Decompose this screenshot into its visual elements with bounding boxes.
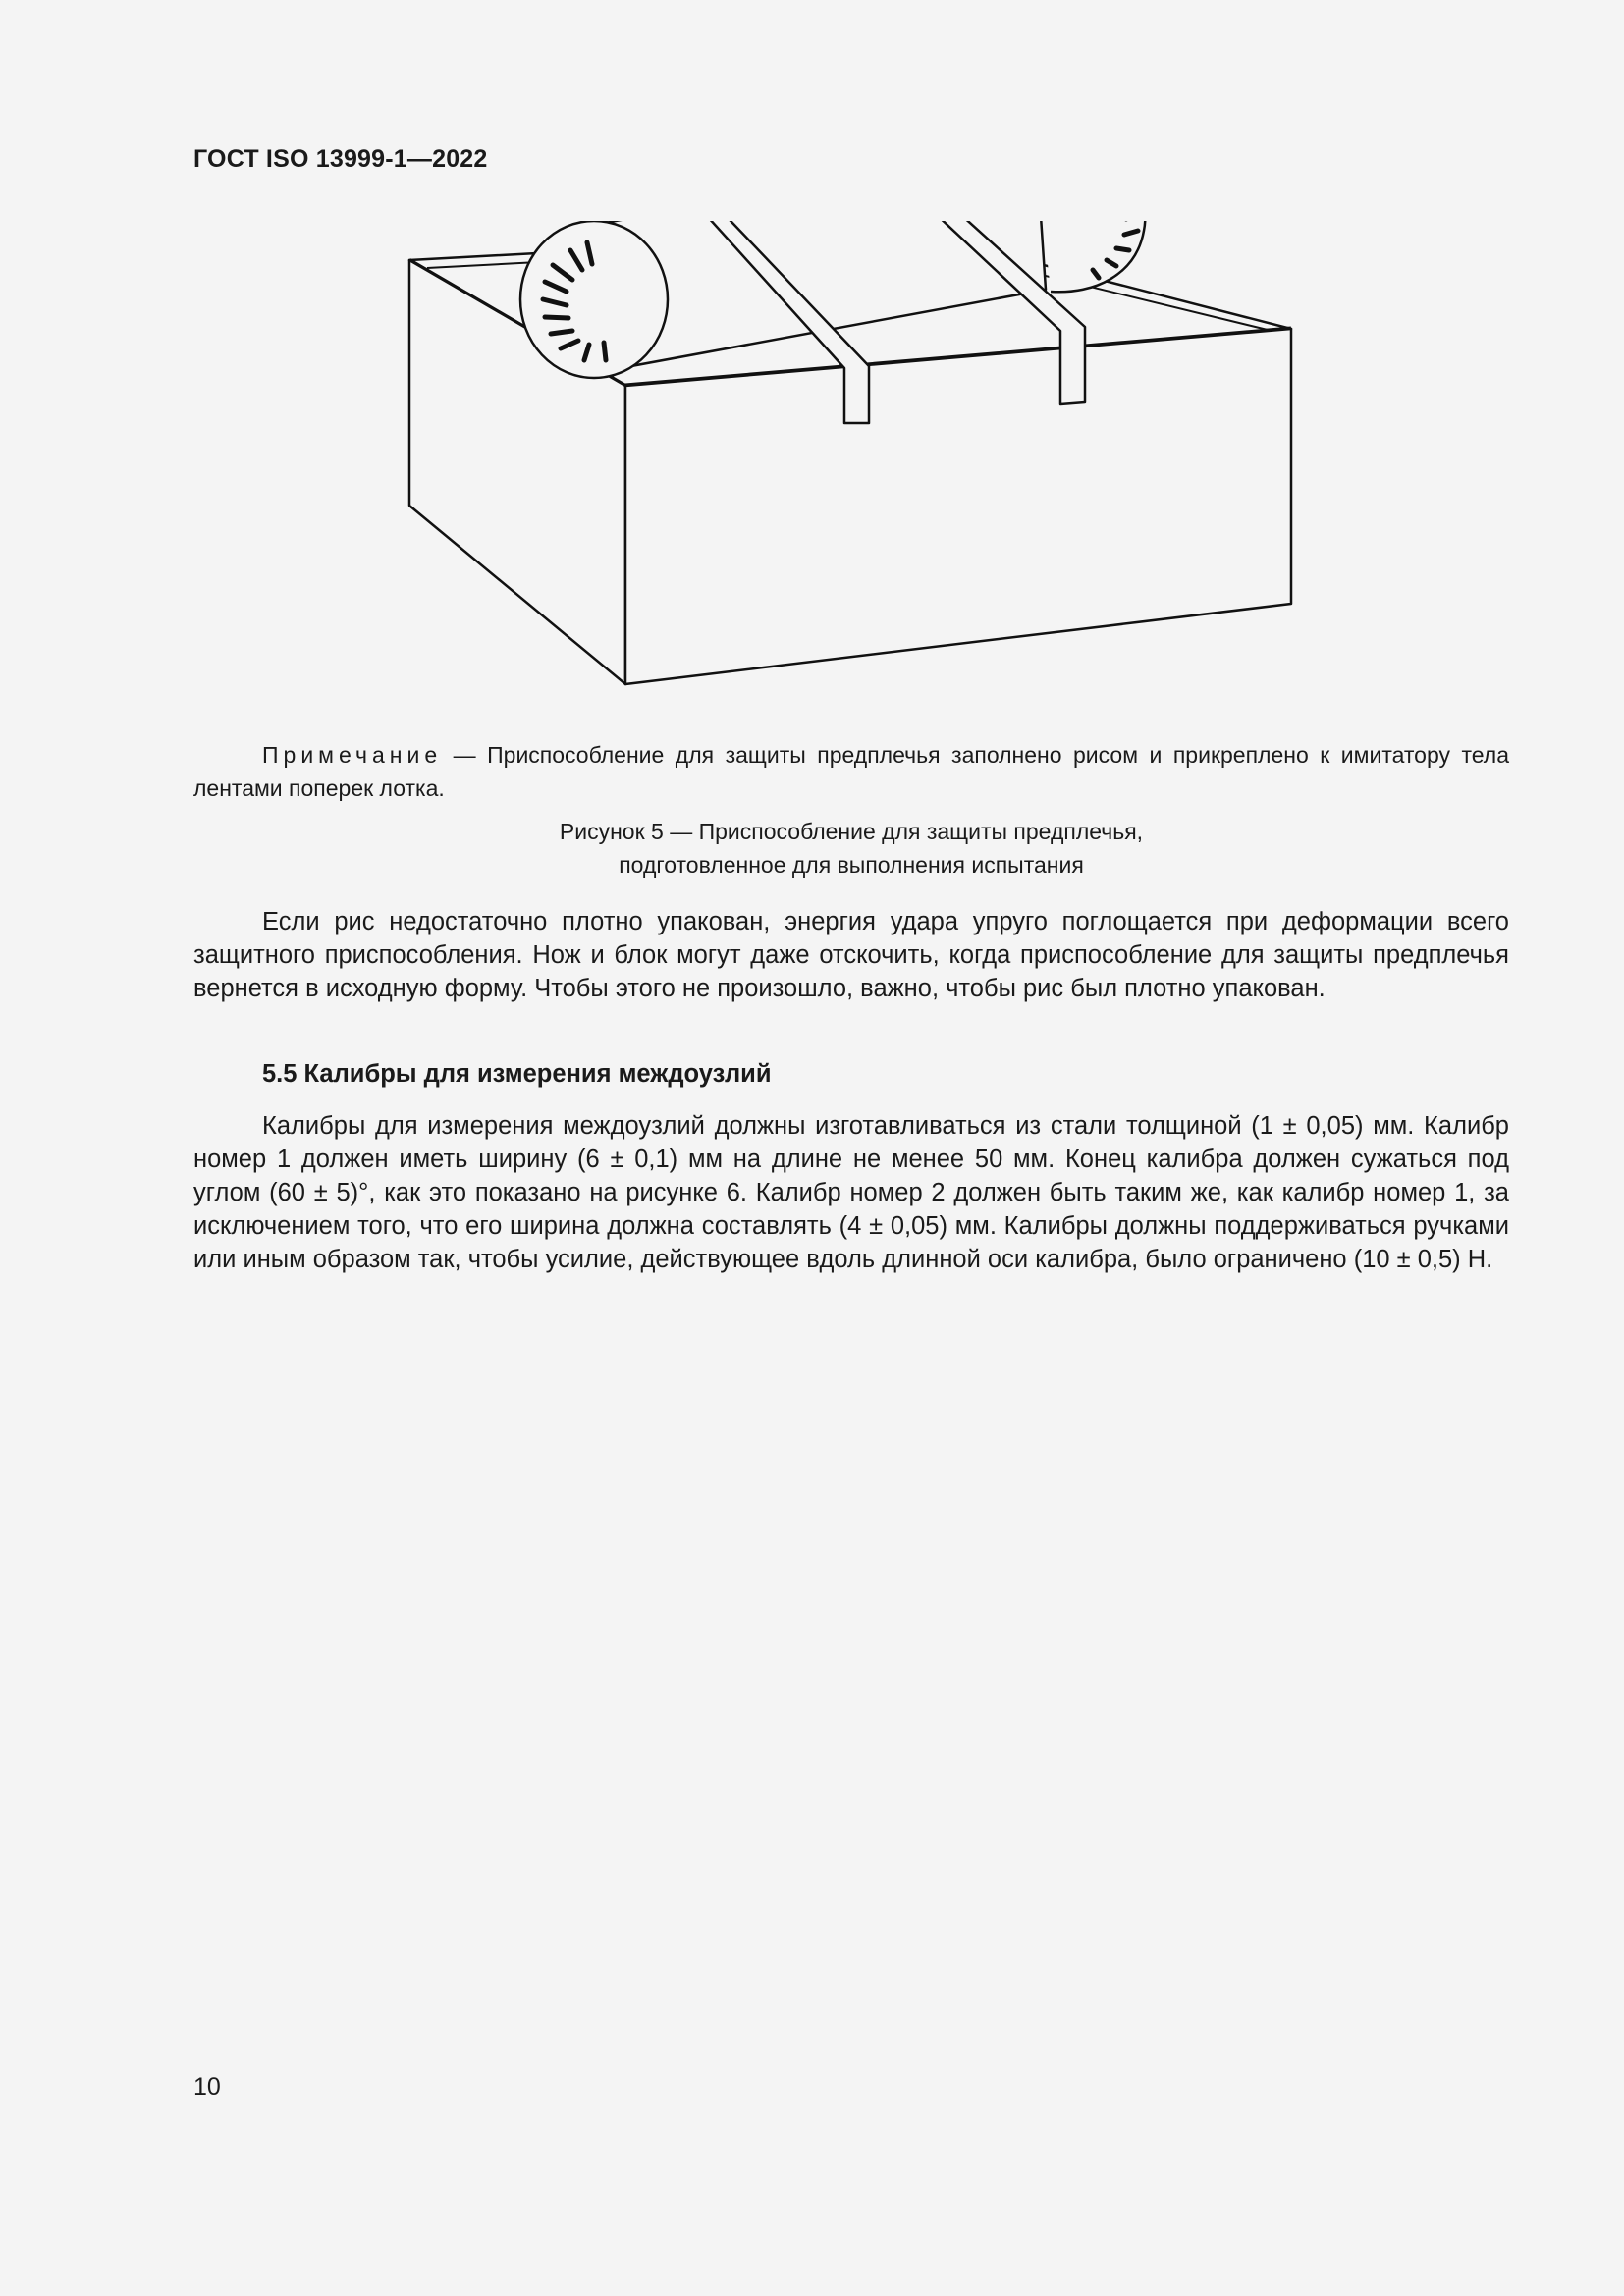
tray-with-forearm-protector-drawing <box>398 221 1311 692</box>
section-heading: 5.5 Калибры для измерения междоузлий <box>262 1060 772 1088</box>
body-paragraph-2: Калибры для измерения междоузлий должны изготавливаться из стали толщиной (1 ± 0,05) мм. Калибр номер 1 должен иметь ширину (6 ± 0,1) мм на длине не менее 50 мм. Конец калибра должен сужаться под углом (60 ± 5)°, как это показано на рисунке 6. Калибр номер 2 должен быть таким же, как калибр номер 1, за исключением того, что его ширина должна составлять (4 ± 0,05) мм. Калибры должны поддерживаться ручками или иным образом так, чтобы усилие, действующее вдоль длинной оси калибра, было ограничено (10 ± 0,5) Н. <box>193 1112 1509 1273</box>
caption-line-1: Рисунок 5 — Приспособление для защиты предплечья, <box>559 819 1144 844</box>
document-header: ГОСТ ISO 13999-1—2022 <box>193 145 488 173</box>
body-paragraph-1: Если рис недостаточно плотно упакован, энергия удара упруго поглощается при деформации всего защитного приспособления. Нож и блок могут даже отскочить, когда приспособление для защиты предплечья вернется в исходную форму. Чтобы этого не произошло, важно, чтобы рис был плотно упакован. <box>193 908 1509 1002</box>
note-label: Примечание <box>262 742 443 768</box>
caption-line-2: подготовленное для выполнения испытания <box>619 852 1084 878</box>
figure-note <box>193 738 1509 805</box>
note-text: — Приспособление для защиты предплечья заполнено рисом и прикреплено к имитатору тела лентами поперек лотка. <box>193 742 1509 801</box>
figure-caption <box>193 815 1509 881</box>
page-number: 10 <box>193 2073 221 2101</box>
figure-5-illustration <box>398 221 1311 692</box>
